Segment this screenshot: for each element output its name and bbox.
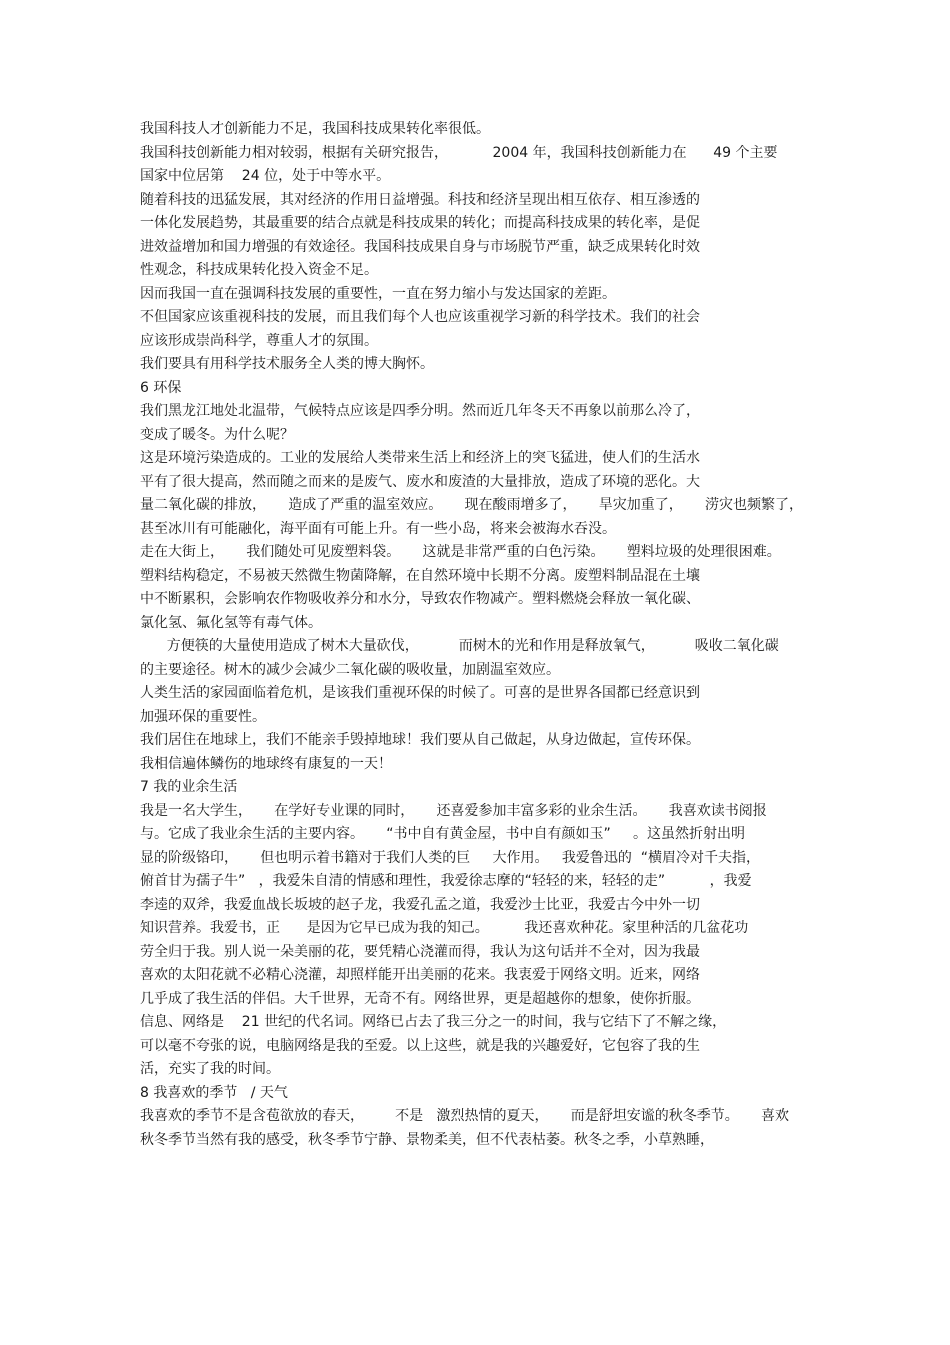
text-line: 应该形成崇尚科学，尊重人才的氛围。	[140, 332, 378, 349]
text-line: 李逵的双斧，我爱血战长坂坡的赵子龙，我爱孔孟之道，我爱沙士比亚，我爱古今中外一切	[140, 896, 700, 913]
text-line: 我相信遍体鳞伤的地球终有康复的一天！	[140, 755, 392, 772]
text-line: 我喜欢的季节不是含苞欲放的春天， 不是 激烈热情的夏天， 而是舒坦安谧的秋冬季节。 喜欢	[140, 1108, 790, 1124]
text-line: 6 环保	[140, 379, 182, 396]
text-line: 可以毫不夸张的说，电脑网络是我的至爱。以上这些，就是我的兴趣爱好，它包容了我的生	[140, 1037, 700, 1054]
text-line: 我们要具有用科学技术服务全人类的博大胸怀。	[140, 356, 434, 372]
text-line: 8 我喜欢的季节 / 天气	[140, 1084, 288, 1101]
text-line: 与。它成了我业余生活的主要内容。 “书中自有黄金屋，书中自有颜如玉” 。这虽然折射出明	[140, 826, 746, 842]
text-line: 甚至冰川有可能融化，海平面有可能上升。有一些小岛，将来会被海水吞没。	[140, 520, 616, 537]
text-line: 知识营养。我爱书，正 是因为它早已成为我的知己。 我还喜欢种花。家里种活的几盆花功	[140, 920, 749, 936]
document-body	[140, 118, 815, 1152]
text-line: 国家中位居第 24 位，处于中等水平。	[140, 168, 391, 184]
text-line: 这是环境污染造成的。工业的发展给人类带来生活上和经济上的突飞猛进，使人们的生活水	[140, 450, 700, 466]
text-line: 中不断累积，会影响农作物吸收养分和水分，导致农作物减产。塑料燃烧会释放一氧化碳、	[140, 591, 700, 607]
text-line: 因而我国一直在强调科技发展的重要性，一直在努力缩小与发达国家的差距。	[140, 285, 616, 302]
text-line: 氯化氢、氟化氢等有毒气体。	[140, 614, 322, 631]
text-line: 劳全归于我。别人说一朵美丽的花，要凭精心浇灌而得，我认为这句话并不全对，因为我最	[140, 943, 700, 960]
text-line: 显的阶级铬印， 但也明示着书籍对于我们人类的巨 大作用。 我爱鲁迅的 “横眉冷对千夫指，	[140, 849, 761, 866]
text-line: 信息、网络是 21 世纪的代名词。网络已占去了我三分之一的时间，我与它结下了不解之缘，	[140, 1014, 727, 1030]
text-line: 人类生活的家园面临着危机，是该我们重视环保的时候了。可喜的是世界各国都已经意识到	[140, 685, 700, 701]
text-line: 方便筷的大量使用造成了树木大量砍伐， 而树木的光和作用是释放氧气， 吸收二氧化碳	[140, 638, 779, 654]
text-line: 加强环保的重要性。	[140, 708, 266, 725]
text-line: 量二氧化碳的排放， 造成了严重的温室效应。 现在酸雨增多了， 旱灾加重了， 涝灾也频繁了，	[140, 497, 804, 513]
text-line: 几乎成了我生活的伴侣。大千世界，无奇不有。网络世界，更是超越你的想象，使你折服。	[140, 990, 700, 1007]
text-line: 俯首甘为孺子牛” ，我爱朱自清的情感和理性，我爱徐志摩的“轻轻的来，轻轻的走” ，我爱	[140, 873, 752, 889]
text-line: 的主要途径。树木的减少会减少二氧化碳的吸收量，加剧温室效应。	[140, 661, 560, 678]
text-line: 不但国家应该重视科技的发展，而且我们每个人也应该重视学习新的科学技术。我们的社会	[140, 309, 700, 325]
text-line: 一体化发展趋势，其最重要的结合点就是科技成果的转化；而提高科技成果的转化率，是促	[140, 215, 700, 231]
text-line: 秋冬季节当然有我的感受，秋冬季节宁静、景物柔美，但不代表枯萎。秋冬之季，小草熟睡，	[140, 1131, 714, 1148]
text-line: 平有了很大提高，然而随之而来的是废气、废水和废渣的大量排放，造成了环境的恶化。大	[140, 473, 700, 490]
text-line: 我们居住在地球上，我们不能亲手毁掉地球！我们要从自己做起，从身边做起，宣传环保。	[140, 732, 700, 748]
text-line: 7 我的业余生活	[140, 779, 238, 795]
text-line: 走在大街上， 我们随处可见废塑料袋。 这就是非常严重的白色污染。 塑料垃圾的处理很困难。	[140, 544, 781, 560]
text-line: 我国科技创新能力相对较弱，根据有关研究报告， 2004 年，我国科技创新能力在 49 个主要	[140, 144, 778, 161]
text-line: 随着科技的迅猛发展，其对经济的作用日益增强。科技和经济呈现出相互依存、相互渗透的	[140, 191, 700, 208]
text-line: 性观念，科技成果转化投入资金不足。	[140, 262, 378, 278]
text-line: 我国科技人才创新能力不足，我国科技成果转化率很低。	[140, 121, 490, 137]
text-line: 进效益增加和国力增强的有效途径。我国科技成果自身与市场脱节严重，缺乏成果转化时效	[140, 238, 700, 255]
text-line: 我是一名大学生， 在学好专业课的同时， 还喜爱参加丰富多彩的业余生活。 我喜欢读书阅报	[140, 802, 767, 819]
text-line: 我们黑龙江地处北温带，气候特点应该是四季分明。然而近几年冬天不再象以前那么冷了，	[140, 403, 700, 419]
text-line: 变成了暖冬。为什么呢？	[140, 426, 294, 443]
text-line: 喜欢的太阳花就不必精心浇灌，却照样能开出美丽的花来。我衷爱于网络文明。近来，网络	[140, 967, 700, 983]
text-line: 活，充实了我的时间。	[140, 1061, 280, 1077]
text-line: 塑料结构稳定，不易被天然微生物菌降解，在自然环境中长期不分离。废塑料制品混在土壤	[140, 567, 700, 584]
